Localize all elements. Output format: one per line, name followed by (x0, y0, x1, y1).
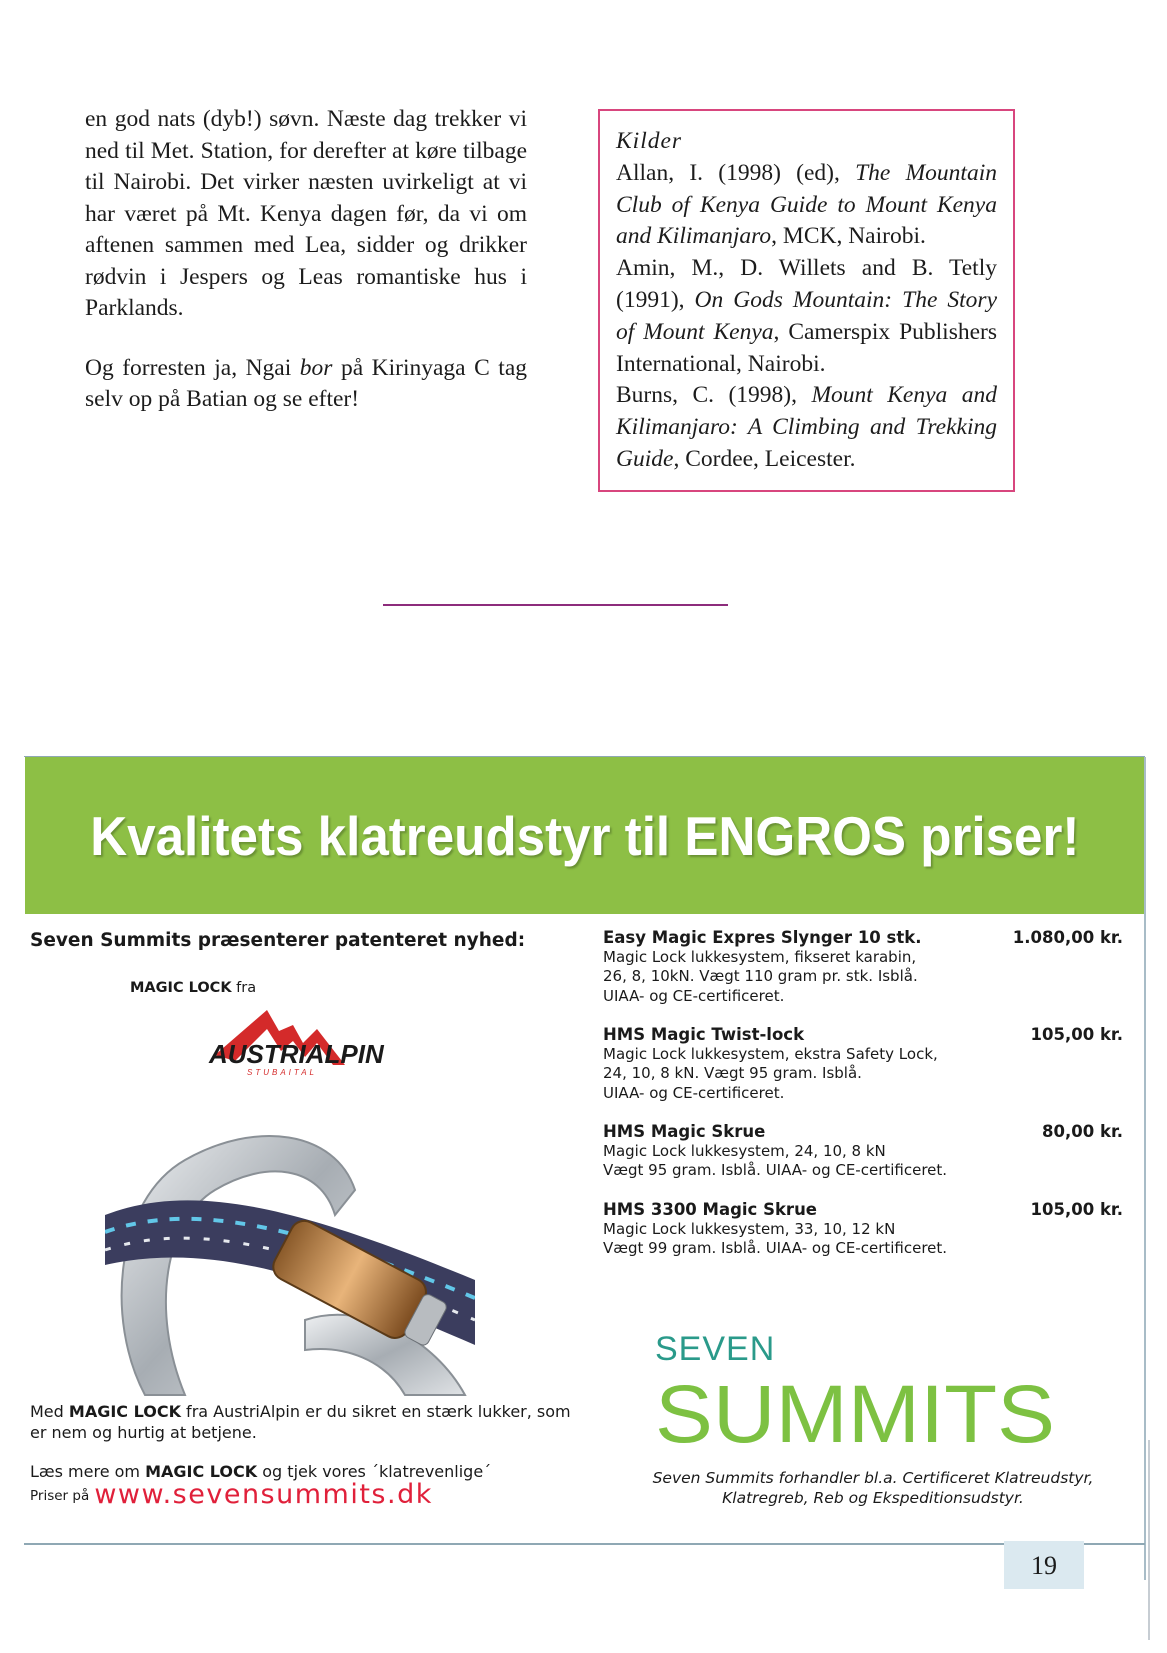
product-price: 105,00 kr. (1030, 1200, 1123, 1219)
sources-heading: Kilder (616, 128, 683, 154)
ad-presents-heading: Seven Summits præsenterer patenteret nyhed: (30, 930, 526, 951)
article-paragraph-2: Og forresten ja, Ngai bor på Kirinyaga C tag selv op på Batian og se efter! (85, 354, 527, 412)
ad-border-right (1144, 757, 1146, 1580)
logo-seven-text: SEVEN (655, 1330, 776, 1368)
article-paragraph-1: en god nats (dyb!) søvn. Næste dag trekker vi ned til Met. Station, for derefter at køre tilbage til Nairobi. Det virker næsten uvirkeligt at vi har været på Mt. Kenya dagen før, da vi om aftenen sammen med Lea, sidder og drikker rødvin i Jespers og Leas romantiske hus i Parklands. (85, 106, 527, 321)
logo-subtext: STUBAITAL (247, 1068, 317, 1077)
magic-lock-label: MAGIC LOCK fra (130, 980, 257, 996)
product-name: HMS Magic Skrue (603, 1122, 766, 1141)
ad-read-more: Læs mere om MAGIC LOCK og tjek vores ´klatrevenlige´ (30, 1462, 492, 1481)
source-ref-2: Amin, M., D. Willets and B. Tetly (1991), On Gods Mountain: The Story of Mount Kenya, Camerspix Publishers International, Nairobi. (616, 255, 997, 377)
product-price: 80,00 kr. (1042, 1122, 1123, 1141)
website-link[interactable]: www.sevensummits.dk (94, 1479, 433, 1510)
product-name: HMS Magic Twist-lock (603, 1025, 805, 1044)
product-item: HMS Magic Twist-lock 105,00 kr. Magic Lock lukkesystem, ekstra Safety Lock, 24, 10, 8 kN. Vægt 95 gram. Isblå. UIAA- og CE-certificeret. (603, 1025, 1123, 1102)
article-text (85, 104, 527, 444)
product-name: Easy Magic Expres Slynger 10 stk. (603, 928, 922, 947)
page-edge (1148, 1440, 1150, 1640)
ad-description: Med MAGIC LOCK fra AustriAlpin er du sikret en stærk lukker, som er nem og hurtig at betjene. (30, 1402, 571, 1442)
ad-border-bottom (24, 1543, 1145, 1545)
ad-banner (25, 757, 1145, 914)
ad-banner-title: Kvalitets klatreudstyr til ENGROS priser! (90, 804, 1080, 867)
section-divider (383, 604, 728, 606)
source-ref-1: Allan, I. (1998) (ed), The Mountain Club of Kenya Guide to Mount Kenya and Kilimanjaro, MCK, Nairobi. (616, 159, 997, 250)
page-number: 19 (1004, 1541, 1084, 1589)
product-price: 1.080,00 kr. (1012, 928, 1123, 947)
source-ref-3: Burns, C. (1998), Mount Kenya and Kilimanjaro: A Climbing and Trekking Guide, Cordee, Leicester. (616, 382, 997, 472)
logo-wordmark: AUSTRIALPIN (209, 1039, 384, 1069)
product-item: Easy Magic Expres Slynger 10 stk. 1.080,00 kr. Magic Lock lukkesystem, fikseret karabin, 26, 8, 10kN. Vægt 110 gram pr. stk. Isblå. UIAA- og CE-certificeret. (603, 928, 1123, 1005)
austrialpin-logo (205, 1005, 415, 1085)
logo-summits-text: SUMMITS (655, 1369, 1055, 1450)
product-item: HMS Magic Skrue 80,00 kr. Magic Lock lukkesystem, 24, 10, 8 kN Vægt 95 gram. Isblå. UIAA- og CE-certificeret. (603, 1122, 1123, 1179)
product-price: 105,00 kr. (1030, 1025, 1123, 1044)
product-name: HMS 3300 Magic Skrue (603, 1200, 818, 1219)
product-item: HMS 3300 Magic Skrue 105,00 kr. Magic Lock lukkesystem, 33, 10, 12 kN Vægt 99 gram. Isblå. UIAA- og CE-certificeret. (603, 1200, 1123, 1257)
seven-summits-tagline: Seven Summits forhandler bl.a. Certificeret Klatreudstyr, Klatregreb, Reb og Ekspeditionsudstyr. (652, 1469, 1094, 1507)
ad-prices-line: Priser på www.sevensummits.dk (30, 1479, 433, 1510)
carabiner-rope-photo (105, 1120, 475, 1400)
seven-summits-logo (655, 1320, 1065, 1450)
sources-box (598, 109, 1015, 492)
